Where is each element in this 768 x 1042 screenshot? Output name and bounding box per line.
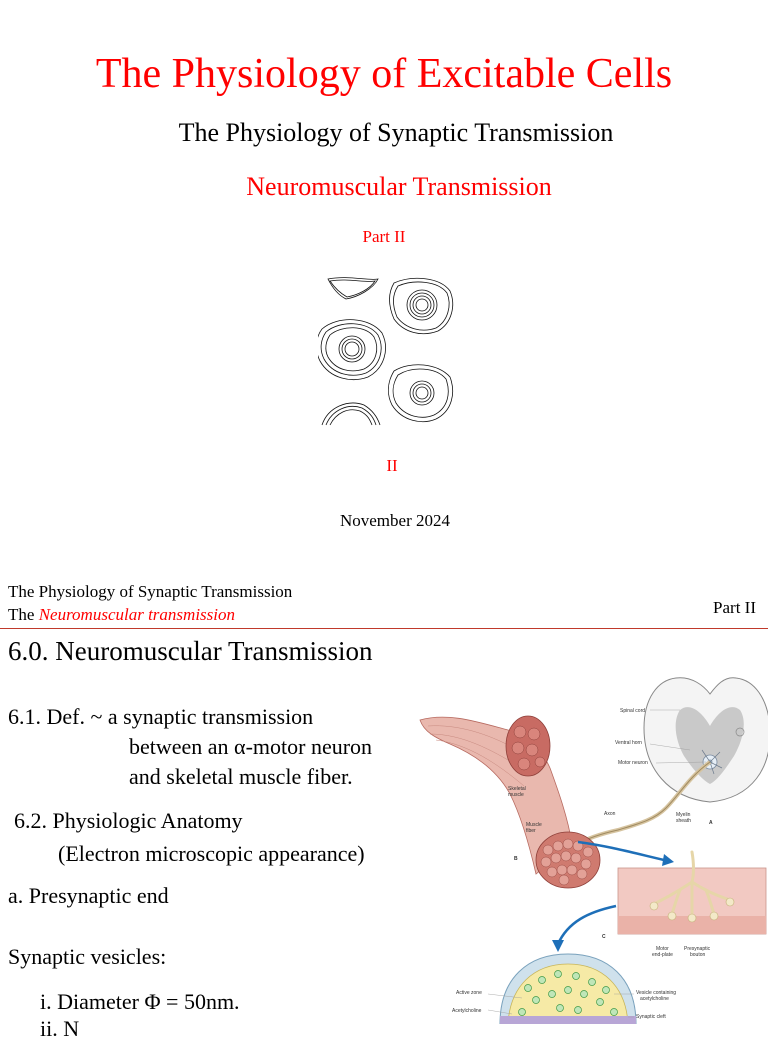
- label-skeletal-1: Skeletal: [508, 786, 526, 792]
- definition-line-2: between an α-motor neuron: [129, 734, 373, 759]
- section-title: 6.0. Neuromuscular Transmission: [8, 636, 373, 666]
- label-c: C: [602, 934, 606, 940]
- neuromuscular-diagram: [418, 668, 768, 1024]
- label-active-zone: Active zone: [456, 990, 482, 996]
- spinal-cord-section: [644, 678, 768, 802]
- slide-part: Part II: [362, 227, 406, 246]
- vesicles-heading: Synaptic vesicles:: [8, 944, 167, 969]
- definition-line-3: and skeletal muscle fiber.: [129, 764, 353, 789]
- slide-topic: Neuromuscular Transmission: [246, 172, 552, 201]
- label-vesicle-2: acetylcholine: [640, 996, 669, 1002]
- anatomy-title: 6.2. Physiologic Anatomy: [14, 808, 243, 833]
- cover-illustration: [318, 275, 458, 427]
- label-bouton-2: bouton: [690, 952, 706, 958]
- header-prefix: The: [8, 605, 39, 624]
- slide-date: November 2024: [339, 511, 450, 530]
- label-skeletal-2: muscle: [508, 792, 524, 798]
- label-synaptic-cleft: Synaptic cleft: [636, 1014, 666, 1020]
- label-myelin-2: sheath: [676, 818, 692, 824]
- label-a: A: [709, 820, 713, 826]
- synapse-closeup: [500, 954, 636, 1024]
- slide-roman-numeral: II: [386, 456, 398, 475]
- header-highlight: Neuromuscular transmission: [38, 605, 235, 624]
- label-motor-neuron: Motor neuron: [618, 760, 648, 766]
- header-part: Part II: [713, 598, 756, 617]
- header-divider: [0, 628, 768, 629]
- presynaptic-heading: a. Presynaptic end: [8, 883, 169, 908]
- label-endplate-2: end-plate: [652, 952, 673, 958]
- label-vesicle-1: Vesicle containing: [636, 990, 677, 996]
- label-ventral-horn: Ventral horn: [615, 740, 642, 746]
- label-muscle-fiber-1: Muscle: [526, 822, 542, 828]
- label-spinal-cord: Spinal cord: [620, 708, 646, 714]
- label-myelin-1: Myelin: [676, 812, 691, 818]
- label-b: B: [514, 856, 518, 862]
- label-endplate-1: Motor: [656, 946, 669, 952]
- slide-subtitle: The Physiology of Synaptic Transmission: [178, 118, 614, 147]
- motor-endplate-panel: [618, 852, 766, 934]
- anatomy-subtitle: (Electron microscopic appearance): [58, 841, 365, 866]
- label-muscle-fiber-2: fiber: [526, 828, 536, 834]
- second-item: ii. N: [40, 1016, 80, 1041]
- header-line-1: The Physiology of Synaptic Transmission: [8, 582, 293, 601]
- skeletal-muscle: [420, 716, 600, 888]
- label-acetylcholine: Acetylcholine: [452, 1008, 482, 1014]
- label-bouton-1: Presynaptic: [684, 946, 711, 952]
- slide-title: The Physiology of Excitable Cells: [95, 51, 673, 97]
- definition-line-1: 6.1. Def. ~ a synaptic transmission: [8, 704, 314, 729]
- label-axon: Axon: [604, 811, 616, 817]
- diameter-item: i. Diameter Φ = 50nm.: [40, 989, 240, 1014]
- header-line-2: [8, 605, 235, 625]
